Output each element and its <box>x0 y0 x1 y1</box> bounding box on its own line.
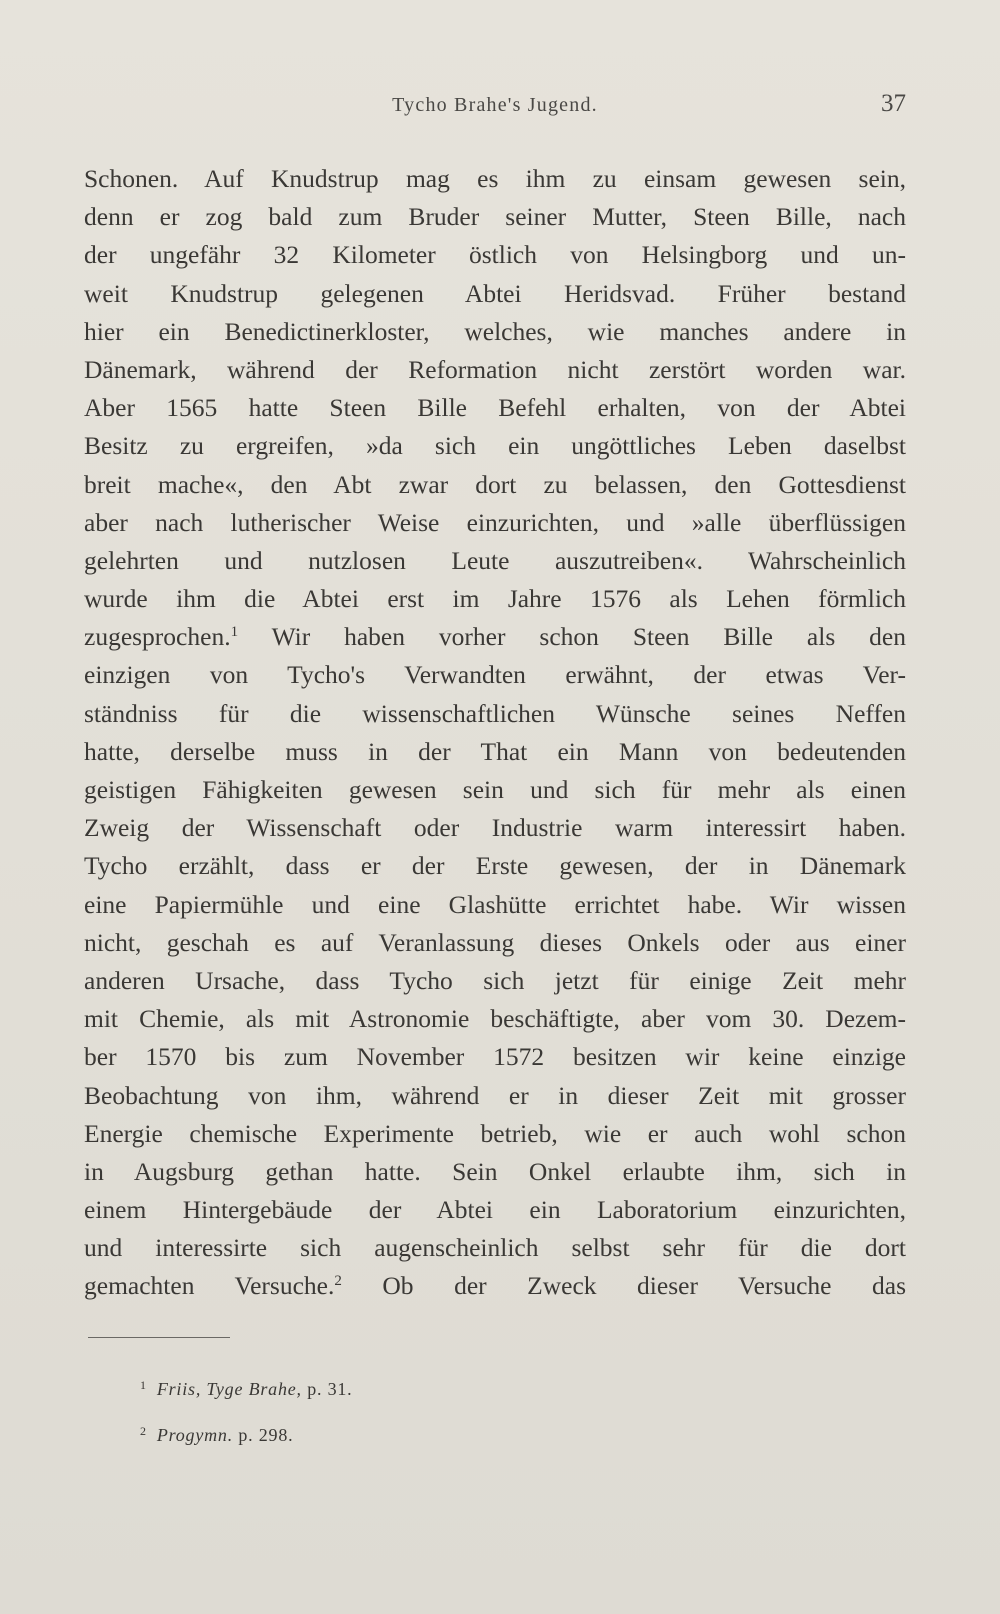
text-segment: gemachten Versuche. <box>84 1271 335 1301</box>
text-line: denn er zog bald zum Bruder seiner Mutter, Steen Bille, nach <box>84 202 906 232</box>
text-line: einem Hintergebäude der Abtei ein Laboratorium einzurichten, <box>84 1195 906 1225</box>
page-header <box>84 90 906 130</box>
text-line: Tycho erzählt, dass er der Erste gewesen, der in Dänemark <box>84 851 906 881</box>
text-line: wurde ihm die Abtei erst im Jahre 1576 als Lehen förmlich <box>84 584 906 614</box>
text-line: und interessirte sich augenscheinlich selbst sehr für die dort <box>84 1233 906 1263</box>
text-line: breit mache«, den Abt zwar dort zu belassen, den Gottesdienst <box>84 469 906 499</box>
footnote-divider <box>88 1337 230 1338</box>
footnote-mark: 2 <box>140 1424 147 1438</box>
text-line: der ungefähr 32 Kilometer östlich von Helsingborg und un- <box>84 240 906 270</box>
text-line: Zweig der Wissenschaft oder Industrie warm interessirt haben. <box>84 813 906 843</box>
text-line: Besitz zu ergreifen, »da sich ein ungöttliches Leben daselbst <box>84 431 906 461</box>
text-line: eine Papiermühle und eine Glashütte errichtet habe. Wir wissen <box>84 889 906 919</box>
text-line: hatte, derselbe muss in der That ein Mann von bedeutenden <box>84 736 906 766</box>
footnote-item <box>140 1366 640 1412</box>
footnote-citation-page: p. 31. <box>307 1379 353 1399</box>
body-text <box>84 160 906 1306</box>
text-line: Beobachtung von ihm, während er in dieser Zeit mit grosser <box>84 1080 906 1110</box>
text-line: aber nach lutherischer Weise einzurichten, und »alle überflüssigen <box>84 507 906 537</box>
text-line: gelehrten und nutzlosen Leute auszutreiben«. Wahrscheinlich <box>84 545 906 575</box>
text-line-with-footnote-ref <box>84 1267 906 1305</box>
text-line: in Augsburg gethan hatte. Sein Onkel erlaubte ihm, sich in <box>84 1156 906 1186</box>
footnote-reference: 2 <box>334 1273 342 1290</box>
footnotes <box>140 1366 640 1458</box>
text-line: ständniss für die wissenschaftlichen Wünsche seines Neffen <box>84 698 906 728</box>
footnote-citation-title: Friis, Tyge Brahe, <box>156 1379 302 1399</box>
text-line: geistigen Fähigkeiten gewesen sein und sich für mehr als einen <box>84 775 906 804</box>
text-line: nicht, geschah es auf Veranlassung dieses Onkels oder aus einer <box>84 927 906 957</box>
footnote-mark: 1 <box>140 1378 147 1392</box>
text-line: hier ein Benedictinerkloster, welches, wie manches andere in <box>84 316 906 346</box>
page-number: 37 <box>881 90 906 117</box>
text-segment: Wir haben vorher schon Steen Bille als den <box>271 622 906 652</box>
text-line: Dänemark, während der Reformation nicht zerstört worden war. <box>84 354 906 384</box>
text-line: anderen Ursache, dass Tycho sich jetzt für einige Zeit mehr <box>84 965 906 995</box>
text-line: weit Knudstrup gelegenen Abtei Heridsvad. Früher bestand <box>84 278 906 308</box>
text-line-with-footnote-ref <box>84 618 906 656</box>
running-title: Tycho Brahe's Jugend. <box>392 94 598 116</box>
text-line: ber 1570 bis zum November 1572 besitzen wir keine einzige <box>84 1042 906 1072</box>
text-line: mit Chemie, als mit Astronomie beschäftigte, aber vom 30. Dezem- <box>84 1004 906 1034</box>
text-line: Energie chemische Experimente betrieb, wie er auch wohl schon <box>84 1118 906 1148</box>
text-line: einzigen von Tycho's Verwandten erwähnt, der etwas Ver- <box>84 660 906 690</box>
footnote-item <box>140 1412 640 1458</box>
text-segment: zugesprochen. <box>84 622 231 652</box>
text-segment: Ob der Zweck dieser Versuche das <box>382 1271 906 1301</box>
text-line: Schonen. Auf Knudstrup mag es ihm zu einsam gewesen sein, <box>84 164 906 193</box>
footnote-citation-title: Progymn. <box>156 1425 234 1445</box>
text-line: Aber 1565 hatte Steen Bille Befehl erhalten, von der Abtei <box>84 393 906 423</box>
footnote-citation-page: p. 298. <box>238 1425 294 1445</box>
footnote-reference: 1 <box>230 624 239 641</box>
